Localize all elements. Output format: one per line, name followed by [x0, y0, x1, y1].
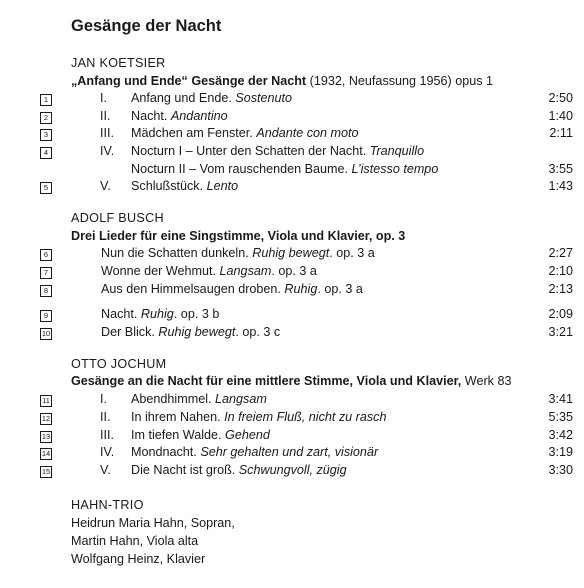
track-title: In ihrem Nahen. In freiem Fluß, nicht zu rasch [131, 410, 387, 424]
tempo-marking: Langsam [215, 392, 267, 406]
track-number: 4 [40, 147, 52, 159]
track-number: 15 [41, 467, 51, 476]
track-row [0, 325, 584, 343]
track-title: Die Nacht ist groß. Schwungvoll, zügig [131, 463, 347, 477]
track-title: Im tiefen Walde. Gehend [131, 428, 270, 442]
tempo-marking: Lento [206, 179, 239, 193]
ensemble-name: HAHN-TRIO [71, 498, 144, 512]
track-row [0, 91, 584, 109]
movement-numeral: I. [100, 392, 107, 406]
tempo-marking: Andantino [170, 109, 228, 123]
track-duration: 3:42 [548, 428, 573, 442]
track-row [0, 445, 584, 463]
composer-name: ADOLF BUSCH [71, 211, 164, 225]
track-row [0, 264, 584, 282]
track-number: 3 [40, 129, 52, 141]
work-title-bold: Gesänge an die Nacht für eine mittlere Stimme, Viola und Klavier, [71, 374, 462, 388]
track-title: Mondnacht. Sehr gehalten und zart, visionär [131, 445, 379, 459]
track-duration: 3:21 [548, 325, 573, 339]
track-duration: 3:41 [548, 392, 573, 406]
work-title [71, 74, 493, 88]
track-row [0, 463, 584, 481]
track-title: Wonne der Wehmut. Langsam. op. 3 a [101, 264, 317, 278]
tempo-marking: Schwungvoll, zügig [238, 463, 347, 477]
movement-numeral: II. [100, 109, 111, 123]
track-duration: 3:30 [548, 463, 573, 477]
track-title: Nacht. Ruhig. op. 3 b [101, 307, 220, 321]
work-title-bold: „Anfang und Ende“ Gesänge der Nacht [71, 74, 307, 88]
work-title-bold: Drei Lieder für eine Singstimme, Viola und Klavier, op. 3 [71, 229, 406, 243]
tempo-marking: Ruhig bewegt [158, 325, 236, 339]
movement-numeral: III. [100, 428, 114, 442]
track-number: 6 [40, 249, 52, 261]
track-title: Nacht. Andantino [131, 109, 228, 123]
track-row [0, 410, 584, 428]
track-number: 11 [40, 395, 52, 407]
track-number: 12 [41, 414, 51, 423]
page-title: Gesänge der Nacht [71, 17, 222, 35]
performer: Wolfgang Heinz, Klavier [71, 552, 206, 566]
track-duration: 2:09 [548, 307, 573, 321]
track-duration: 3:19 [548, 445, 573, 459]
tempo-marking: Sehr gehalten und zart, visionär [200, 445, 379, 459]
performer: Martin Hahn, Viola alta [71, 534, 199, 548]
track-number: 13 [41, 432, 51, 441]
track-title: Der Blick. Ruhig bewegt. op. 3 c [101, 325, 281, 339]
tempo-marking: Ruhig [284, 282, 318, 296]
track-number: 1 [40, 94, 52, 106]
track-duration: 1:43 [548, 179, 573, 193]
performer: Heidrun Maria Hahn, Sopran, [71, 516, 235, 530]
work-title-rest: (1932, Neufassung 1956) opus 1 [306, 74, 494, 88]
tempo-marking: Ruhig [140, 307, 174, 321]
movement-numeral: V. [100, 463, 111, 477]
tempo-marking: Sostenuto [235, 91, 293, 105]
track-title: Abendhimmel. Langsam [131, 392, 267, 406]
track-row [0, 282, 584, 300]
track-title: Schlußstück. Lento [131, 179, 239, 193]
track-duration: 2:10 [548, 264, 573, 278]
track-row [0, 392, 584, 410]
composer-name: OTTO JOCHUM [71, 357, 167, 371]
movement-numeral: IV. [100, 144, 115, 158]
movement-numeral: II. [100, 410, 111, 424]
track-row [0, 126, 584, 144]
track-row [0, 109, 584, 127]
track-number: 7 [40, 267, 52, 279]
track-row [0, 307, 584, 325]
track-number: 2 [40, 112, 52, 124]
track-duration: 2:50 [548, 91, 573, 105]
track-number: 10 [41, 329, 51, 338]
track-number: 14 [41, 449, 51, 458]
tempo-marking: L’istesso tempo [351, 162, 439, 176]
work-title-rest: Werk 83 [461, 374, 512, 388]
track-title: Mädchen am Fenster. Andante con moto [131, 126, 359, 140]
movement-numeral: I. [100, 91, 107, 105]
track-row [0, 162, 584, 180]
track-title: Nocturn II – Vom rauschenden Baume. L’istesso tempo [131, 162, 439, 176]
track-duration: 3:55 [548, 162, 573, 176]
track-row [0, 179, 584, 197]
track-title: Nun die Schatten dunkeln. Ruhig bewegt. op. 3 a [101, 246, 375, 260]
track-duration: 2:13 [548, 282, 573, 296]
track-duration: 2:11 [549, 126, 573, 140]
track-row [0, 428, 584, 446]
tempo-marking: In freiem Fluß, nicht zu rasch [224, 410, 387, 424]
tempo-marking: Langsam [219, 264, 272, 278]
track-title: Anfang und Ende. Sostenuto [131, 91, 293, 105]
movement-numeral: V. [100, 179, 111, 193]
track-duration: 1:40 [548, 109, 573, 123]
composer-name: JAN KOETSIER [71, 56, 166, 70]
track-number: 5 [40, 182, 52, 194]
track-title: Nocturn I – Unter den Schatten der Nacht. Tranquillo [131, 144, 425, 158]
movement-numeral: III. [100, 126, 114, 140]
tempo-marking: Gehend [225, 428, 270, 442]
track-number: 8 [40, 285, 52, 297]
work-title [71, 229, 405, 243]
movement-numeral: IV. [100, 445, 115, 459]
work-title [71, 374, 511, 388]
track-title: Aus den Himmelsaugen droben. Ruhig. op. 3 a [101, 282, 363, 296]
tempo-marking: Tranquillo [369, 144, 425, 158]
track-duration: 2:27 [548, 246, 573, 260]
tempo-marking: Andante con moto [256, 126, 359, 140]
track-row [0, 144, 584, 162]
track-duration: 5:35 [548, 410, 573, 424]
tempo-marking: Ruhig bewegt [252, 246, 330, 260]
track-row [0, 246, 584, 264]
track-number: 9 [40, 310, 52, 322]
